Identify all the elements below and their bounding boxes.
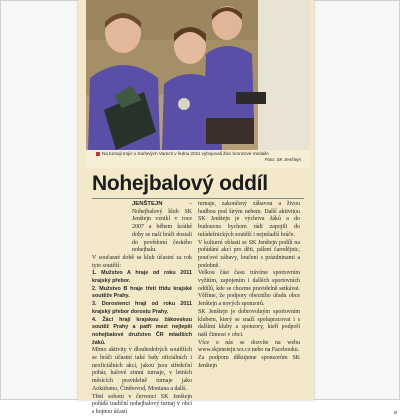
body-paragraph: Za podporu děkujeme sponzorům SK Jenštejn xyxy=(198,355,300,369)
headline-rule xyxy=(92,198,304,199)
body-paragraph: V kulturní oblasti se SK Jenštejn podílí na pořádání akcí pro děti, pálení čarodějnic, pouťové zábavy, loučení s prázdninami a podobně. xyxy=(198,239,300,269)
list-item: 2. Mužstvo B hraje třetí třídu krajské soutěže Prahy. xyxy=(92,285,192,300)
body-paragraph: Třetí sobotu v červenci SK Jenštejn pořádá tradiční nohejbalový turnaj v obci s hojnou účastí xyxy=(92,393,192,415)
article-column-right xyxy=(198,201,300,370)
list-item: 4. Žáci hrají krajskou žákovskou soutěž Prahy a patří mezi nejlepší nohejbalové družstvo ČR mladších žáků. xyxy=(92,316,192,346)
list-item: 3. Dorostenci hrají od roku 2011 krajský přebor dorostu Prahy. xyxy=(92,301,192,315)
dateline: JENŠTEJN xyxy=(132,201,163,207)
scan-artifact xyxy=(394,411,397,414)
team-photo-illustration xyxy=(86,0,310,150)
article-headline: Nohejbalový oddíl xyxy=(92,172,268,195)
lead-paragraph: – Nohejbalový klub SK Jenštejn vznikl v roce 2007 a během krátké doby se naši hráči dostali do povědomí českého nohejbalu. xyxy=(132,201,192,254)
photo-credit: Foto: SK Jenštejn xyxy=(264,156,301,162)
caption-text: Na turnaji trojic v Karlových Varech v lednu 2011 vybojovali žáci bronzové medaile xyxy=(102,151,269,156)
body-paragraph: Velkou část času trávíme sportovním vyžitím, zapojením i dalších sportovních oddílů, kde se chceme pravidelně setkávat. Věříme, že podpory obecního úřadu obce Jenštejn a nových sponzorů. xyxy=(198,270,300,308)
body-paragraph: Mimo aktivity v dlouhodobých soutěžích se hráči účastní také řady oficiálních i neoficiálních akcí, jakou jsou středeční pohár, halové zimní turnaje, v letních měsících pravidelně turnaje jako Aokidomo, Čimbovod, Montana a další. xyxy=(92,347,192,392)
caption-bullet-icon xyxy=(96,152,100,156)
list-item: 1. Mužstvo A hraje od roku 2011 krajský přebor. xyxy=(92,270,192,285)
intro-paragraph: V současné době se klub účastní za rok tyto soutěží: xyxy=(92,254,192,269)
body-paragraph: SK Jenštejn je dobrovolným sportovním klubem, který se snaží spolupracovat i s dalšími kluby a sponzory, kteří podpoří naši činnost v obci. xyxy=(198,308,300,338)
article-column-left xyxy=(92,201,192,417)
newspaper-clipping xyxy=(78,0,314,415)
photo-caption xyxy=(96,151,301,162)
body-paragraph: turnaje, zakončený zábavou a živou hudbou pod širým nebem. Další aktivitou SK Jenštejn je výchova žáků a do budoucna bychom rádi zapojili do mládežnických soutěží i nejmladší hráče. xyxy=(198,201,300,238)
team-photo xyxy=(86,0,310,150)
body-paragraph: Více o nás se dozvíte na webu www.skjenstejn.wz.cz nebo na Facebooku. xyxy=(198,339,300,354)
